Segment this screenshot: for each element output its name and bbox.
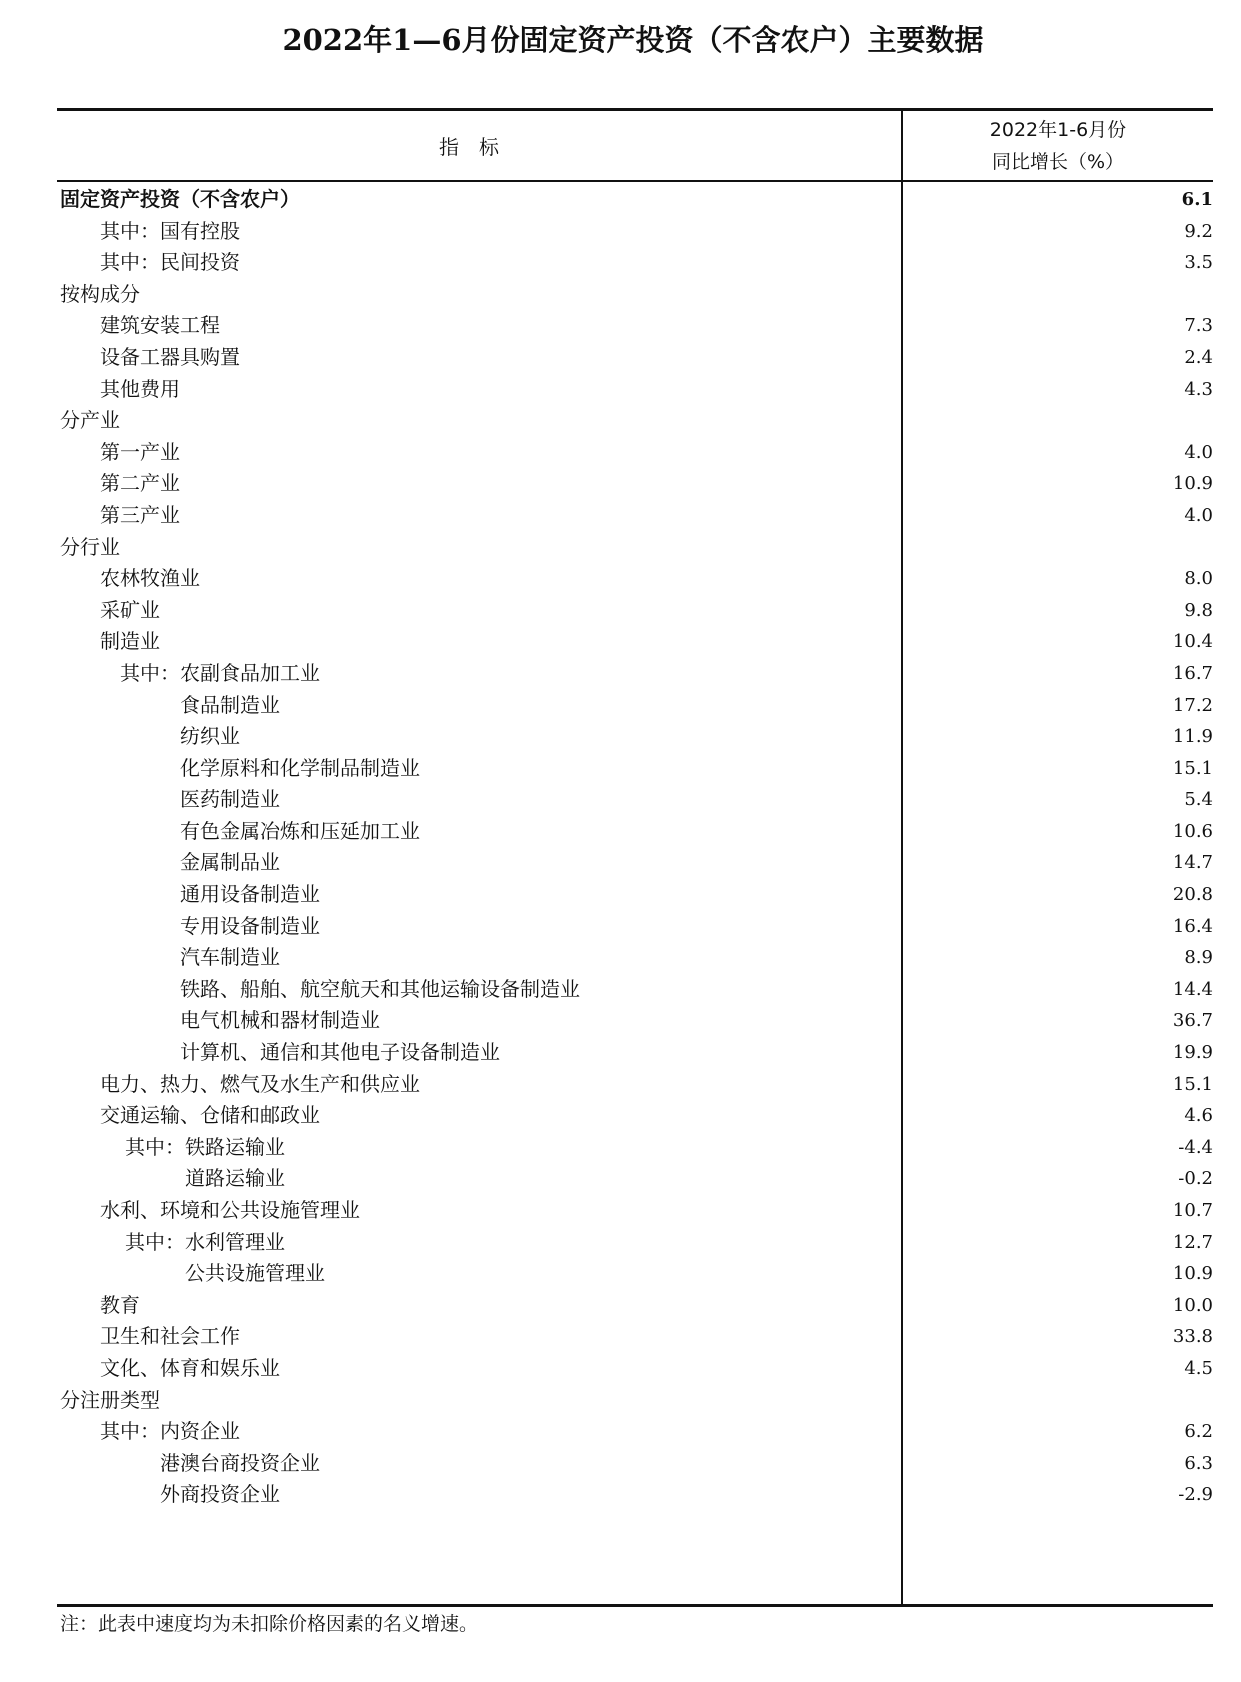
row-label: 计算机、通信和其他电子设备制造业	[180, 1040, 500, 1065]
row-value: 16.4	[1172, 915, 1213, 937]
table-row	[57, 942, 1213, 974]
table-row	[57, 1195, 1213, 1227]
row-value: -0.2	[1178, 1168, 1213, 1190]
table-row	[57, 1353, 1213, 1385]
row-value: 10.9	[1172, 473, 1213, 495]
row-label: 化学原料和化学制品制造业	[180, 755, 420, 780]
footnote: 注：此表中速度均为未扣除价格因素的名义增速。	[60, 1613, 479, 1635]
row-value: 9.8	[1184, 599, 1213, 621]
row-label: 港澳台商投资企业	[160, 1450, 320, 1475]
row-label: 文化、体育和娱乐业	[100, 1355, 280, 1380]
row-label: 农林牧渔业	[100, 566, 200, 591]
table-row	[57, 1069, 1213, 1101]
row-label: 其中：铁路运输业	[125, 1134, 285, 1159]
table-row	[57, 468, 1213, 500]
row-value: 11.9	[1172, 726, 1213, 748]
table-row	[57, 721, 1213, 753]
row-label: 其中：国有控股	[100, 218, 240, 243]
row-value: 8.9	[1184, 947, 1213, 969]
table-row	[57, 1448, 1213, 1480]
page-title: 2022年1—6月份固定资产投资（不含农户）主要数据	[282, 23, 984, 57]
header-growth	[903, 111, 1213, 180]
row-label: 其中：农副食品加工业	[120, 660, 320, 685]
header-indicator: 指标	[439, 135, 519, 159]
row-value: 4.5	[1184, 1357, 1213, 1379]
row-label: 纺织业	[180, 724, 240, 749]
row-label: 专用设备制造业	[180, 913, 320, 938]
table-row	[57, 405, 1213, 437]
table-row	[57, 974, 1213, 1006]
row-value: 10.4	[1172, 631, 1213, 653]
table-bottom-rule	[57, 1604, 1213, 1607]
table-row	[57, 1037, 1213, 1069]
table-row	[57, 563, 1213, 595]
row-label: 金属制品业	[180, 850, 280, 875]
row-value	[913, 532, 1213, 564]
row-label: 制造业	[100, 629, 160, 654]
table-row	[57, 279, 1213, 311]
header-period: 2022年1-6月份	[989, 118, 1127, 141]
table-row	[57, 658, 1213, 690]
row-value: 2.4	[1184, 346, 1213, 368]
row-label: 分产业	[60, 408, 120, 433]
row-value: 10.0	[1172, 1294, 1213, 1316]
header-rule	[57, 180, 1213, 182]
table-row	[57, 374, 1213, 406]
row-label: 建筑安装工程	[100, 313, 220, 338]
row-value	[913, 279, 1213, 311]
table-row	[57, 1416, 1213, 1448]
row-value: 6.1	[1181, 189, 1213, 210]
row-value	[913, 1385, 1213, 1417]
row-value: 33.8	[1172, 1326, 1213, 1348]
row-label: 电力、热力、燃气及水生产和供应业	[100, 1071, 420, 1096]
row-label: 通用设备制造业	[180, 882, 320, 907]
row-value: 8.0	[1184, 568, 1213, 590]
row-label: 卫生和社会工作	[100, 1324, 240, 1349]
table-row	[57, 437, 1213, 469]
row-value: 4.0	[1184, 504, 1213, 526]
row-label: 分行业	[60, 534, 120, 559]
table-row	[57, 847, 1213, 879]
row-label: 汽车制造业	[180, 945, 280, 970]
row-value: 9.2	[1184, 220, 1213, 242]
row-label: 食品制造业	[180, 692, 280, 717]
row-label: 第一产业	[100, 439, 180, 464]
row-label: 水利、环境和公共设施管理业	[100, 1198, 360, 1222]
table-row	[57, 1479, 1213, 1511]
row-value: 14.7	[1172, 852, 1213, 874]
row-value: -4.4	[1178, 1136, 1213, 1158]
row-value: 12.7	[1172, 1231, 1213, 1253]
row-label: 电气机械和器材制造业	[180, 1008, 380, 1033]
table-row	[57, 1005, 1213, 1037]
row-label: 有色金属冶炼和压延加工业	[180, 818, 420, 843]
table-row	[57, 216, 1213, 248]
row-label: 其他费用	[100, 376, 180, 401]
row-label: 分注册类型	[60, 1387, 160, 1412]
table-row	[57, 184, 1213, 216]
table-row	[57, 595, 1213, 627]
row-value: 17.2	[1172, 694, 1213, 716]
row-value: 14.4	[1172, 978, 1213, 1000]
row-value: 16.7	[1172, 662, 1213, 684]
table-row	[57, 690, 1213, 722]
table-row	[57, 1258, 1213, 1290]
row-label: 固定资产投资（不含农户）	[60, 187, 300, 211]
row-label: 其中：民间投资	[100, 250, 240, 275]
row-label: 铁路、船舶、航空航天和其他运输设备制造业	[180, 976, 580, 1001]
row-label: 其中：内资企业	[100, 1419, 240, 1444]
table-body	[57, 184, 1213, 1511]
row-label: 按构成分	[60, 281, 140, 306]
row-value: 36.7	[1172, 1010, 1213, 1032]
table-row	[57, 879, 1213, 911]
row-value: 5.4	[1184, 789, 1213, 811]
table-row	[57, 1100, 1213, 1132]
table-row	[57, 1290, 1213, 1322]
table-row	[57, 816, 1213, 848]
row-label: 医药制造业	[180, 787, 280, 812]
row-label: 公共设施管理业	[185, 1261, 325, 1286]
row-label: 道路运输业	[185, 1166, 285, 1191]
table-row	[57, 911, 1213, 943]
table-row	[57, 1163, 1213, 1195]
row-label: 第三产业	[100, 502, 180, 527]
header-growth-label: 同比增长（%）	[991, 150, 1125, 173]
row-value: 6.2	[1184, 1421, 1213, 1443]
row-label: 教育	[100, 1292, 140, 1317]
row-value: 10.6	[1172, 820, 1213, 842]
row-value: 20.8	[1172, 884, 1213, 906]
table-row	[57, 500, 1213, 532]
row-label: 外商投资企业	[160, 1482, 280, 1507]
row-value: 7.3	[1184, 315, 1213, 337]
row-value: 4.3	[1184, 378, 1213, 400]
row-value: 4.6	[1184, 1105, 1213, 1127]
row-value: 6.3	[1184, 1452, 1213, 1474]
row-value: 19.9	[1172, 1042, 1213, 1064]
table-row	[57, 626, 1213, 658]
row-value: 10.9	[1172, 1263, 1213, 1285]
table-row	[57, 1385, 1213, 1417]
row-label: 第二产业	[100, 471, 180, 496]
table-row	[57, 342, 1213, 374]
table-row	[57, 532, 1213, 564]
row-value: 15.1	[1172, 757, 1213, 779]
row-value: 3.5	[1184, 252, 1213, 274]
row-value: 10.7	[1172, 1200, 1213, 1221]
table-row	[57, 247, 1213, 279]
row-label: 采矿业	[100, 597, 160, 622]
row-label: 交通运输、仓储和邮政业	[100, 1103, 320, 1128]
row-value: 15.1	[1172, 1073, 1213, 1095]
row-label: 其中：水利管理业	[125, 1229, 285, 1254]
row-label: 设备工器具购置	[100, 344, 240, 369]
table-row	[57, 1321, 1213, 1353]
row-value: 4.0	[1184, 441, 1213, 463]
row-value: -2.9	[1178, 1484, 1213, 1506]
table-row	[57, 310, 1213, 342]
table-row	[57, 784, 1213, 816]
row-value	[913, 405, 1213, 437]
table-row	[57, 753, 1213, 785]
table-row	[57, 1227, 1213, 1259]
table-row	[57, 1132, 1213, 1164]
